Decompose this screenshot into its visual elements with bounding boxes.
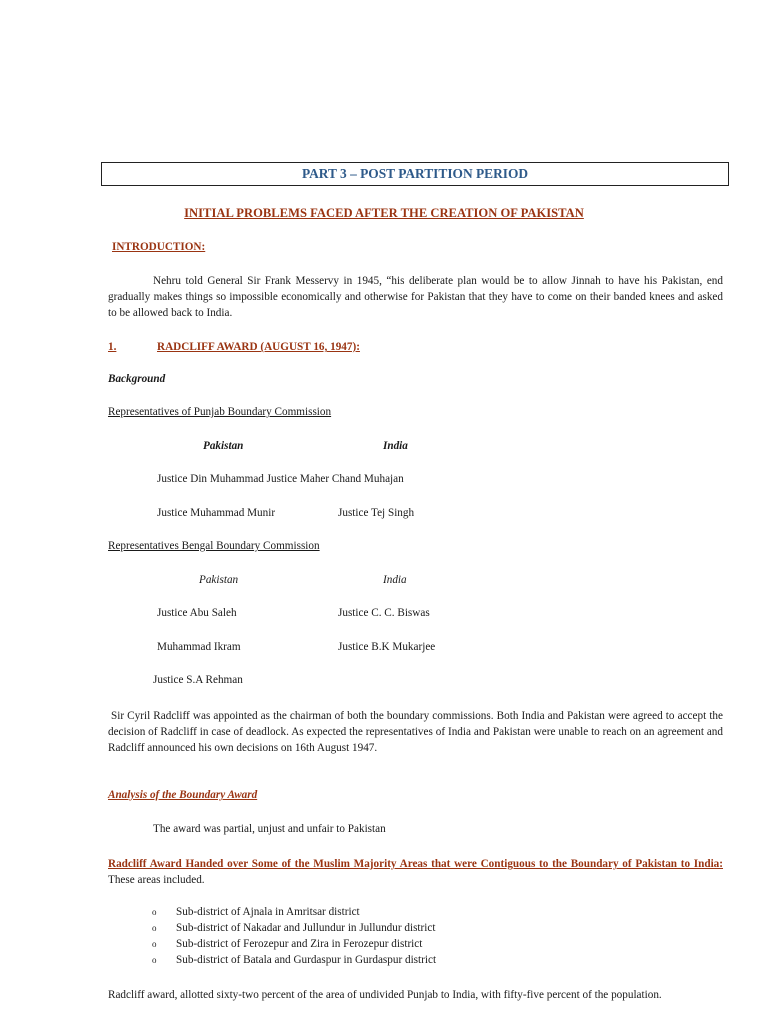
handed-over-heading: Radcliff Award Handed over Some of the Muslim Majority Areas that were Contiguous to the Boundary of Pakistan to India: <box>108 858 723 870</box>
part-heading: PART 3 – POST PARTITION PERIOD <box>101 162 729 186</box>
handed-over-paragraph <box>108 856 723 888</box>
bengal-col-india: India <box>383 574 407 586</box>
punjab-row-2-pakistan: Justice Muhammad Munir <box>157 507 276 519</box>
main-title: INITIAL PROBLEMS FACED AFTER THE CREATION OF PAKISTAN <box>184 206 584 220</box>
bengal-commission-heading: Representatives Bengal Boundary Commission <box>108 540 320 552</box>
bengal-row-3-pakistan: Justice S.A Rehman <box>153 674 243 686</box>
punjab-col-pakistan: Pakistan <box>203 440 244 452</box>
introduction-heading: INTRODUCTION: <box>112 241 206 253</box>
punjab-commission-heading: Representatives of Punjab Boundary Commission <box>108 406 332 418</box>
analysis-text: The award was partial, unjust and unfair to Pakistan <box>153 823 386 835</box>
section-1-heading: RADCLIFF AWARD (AUGUST 16, 1947): <box>157 341 360 353</box>
bullet-marker: o <box>152 923 157 933</box>
background-heading: Background <box>108 373 166 385</box>
list-item: o Sub-district of Batala and Gurdaspur in Gurdaspur district <box>152 954 437 966</box>
bengal-row-1-pakistan: Justice Abu Saleh <box>157 607 237 619</box>
list-item: o Sub-district of Ajnala in Amritsar district <box>152 906 360 918</box>
bullet-marker: o <box>152 907 157 917</box>
closing-paragraph: Radcliff award, allotted sixty-two percent of the area of undivided Punjab to India, with fifty-five percent of the population. <box>108 989 662 1001</box>
punjab-col-india: India <box>383 440 408 452</box>
punjab-row-2-india: Justice Tej Singh <box>338 507 415 519</box>
handed-over-suffix: These areas included. <box>108 874 205 886</box>
radcliff-paragraph: Sir Cyril Radcliff was appointed as the chairman of both the boundary commissions. Both India and Pakistan were agreed to accept the decision of Radcliff in case of deadlock. As expected the representatives of India and Pakistan were unable to reach on an agreement and Radcliff announced his own decisions on 16th August 1947. <box>108 710 723 754</box>
list-item: o Sub-district of Nakadar and Jullundur in Jullundur district <box>152 922 436 934</box>
punjab-row-1: Justice Din Muhammad Justice Maher Chand Muhajan <box>157 473 404 485</box>
bengal-row-1-india: Justice C. C. Biswas <box>338 607 430 619</box>
bullet-marker: o <box>152 939 157 949</box>
section-1-number: 1. <box>108 341 117 353</box>
bengal-row-2-india: Justice B.K Mukarjee <box>338 641 436 653</box>
analysis-heading: Analysis of the Boundary Award <box>108 789 258 801</box>
bengal-col-pakistan: Pakistan <box>199 574 239 586</box>
bengal-row-2-pakistan: Muhammad Ikram <box>157 641 241 653</box>
areas-list <box>152 904 436 968</box>
introduction-paragraph: Nehru told General Sir Frank Messervy in 1945, “his deliberate plan would be to allow Jinnah to have his Pakistan, end gradually makes things so impossible economically and otherwise for Pakistan that they have to come on their banded knees and asked to be allowed back to India. <box>108 275 723 319</box>
list-item: o Sub-district of Ferozepur and Zira in Ferozepur district <box>152 938 423 950</box>
bullet-marker: o <box>152 955 157 965</box>
